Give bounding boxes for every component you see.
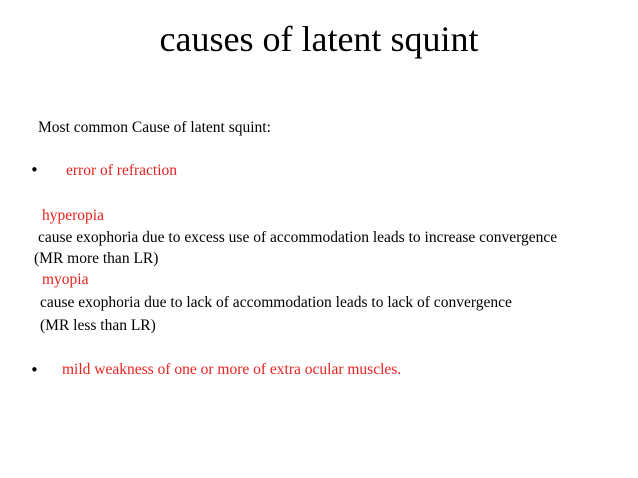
bullet-icon: •: [30, 361, 39, 379]
hyperopia-note: (MR more than LR): [34, 250, 159, 267]
myopia-note: (MR less than LR): [40, 317, 156, 334]
bullet-error-of-refraction: error of refraction: [66, 162, 178, 179]
intro-text: Most common Cause of latent squint:: [38, 119, 271, 136]
myopia-description: cause exophoria due to lack of accommodation leads to lack of convergence: [40, 294, 512, 311]
hyperopia-description: cause exophoria due to excess use of accommodation leads to increase convergence: [38, 229, 558, 246]
subheading-hyperopia: hyperopia: [42, 207, 104, 224]
slide-title: causes of latent squint: [159, 19, 479, 59]
bullet-muscle-weakness: mild weakness of one or more of extra ocular muscles.: [62, 361, 402, 378]
subheading-myopia: myopia: [42, 271, 89, 288]
bullet-icon: •: [30, 161, 39, 179]
